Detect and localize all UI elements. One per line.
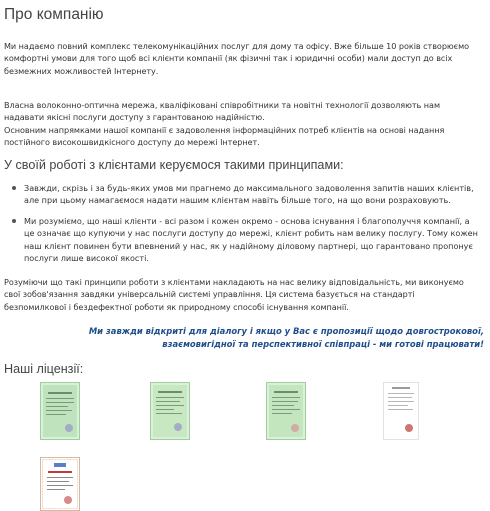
certificate-icon (150, 382, 190, 440)
certificate-icon (40, 382, 80, 440)
principles-list (4, 182, 484, 272)
license-thumbnail[interactable] (40, 457, 80, 511)
principles-heading: У своїй роботі з клієнтами керуємося такими принципами: (4, 158, 344, 172)
commitment-paragraph: Розуміючи що такі принципи роботи з клієнтами накладають на нас велику відповідальність, ми виконуємо свої зобов'язання завдяки універсальній системі управління. Ця система базується на стандарті безпомилкової і бездефектної роботи як природному способі існування компанії. (4, 277, 464, 312)
license-thumbnail[interactable] (383, 382, 419, 440)
certificate-icon (40, 457, 80, 511)
principle-text: Ми розуміємо, що наші клієнти - всі разом і кожен окремо - основа існування і благополуччя компанії, а це означає що купуючи у нас послуги доступу до мережі, клієнт робить нам велику послугу. Тому кожен наш клієнт повинен бути впевнений у нас, як у надійному діловому партнері, що гарантовано пропонує послуги лише високої якості. (24, 215, 478, 264)
page-title: Про компанію (4, 6, 104, 23)
certificate-icon (266, 382, 306, 440)
principle-text: Завжди, скрізь і за будь-яких умов ми прагнемо до максимального задоволення запитів наших клієнтів, але при цьому намагаємося надати нашим клієнтам навіть більше того, на що вони розраховують. (24, 183, 474, 206)
license-thumbnail[interactable] (266, 382, 306, 440)
licenses-heading: Наші ліцензії: (4, 362, 84, 376)
list-item (4, 215, 484, 265)
intro-paragraph: Ми надаємо повний комплекс телекомунікаційних послуг для дому та офісу. Вже більше 10 років створюємо комфортні умови для того щоб всі клієнти компанії (як фізичні так і юридичні особи) мали доступ до всіх безмежних можливостей Інтернету. (4, 41, 470, 76)
license-thumbnail[interactable] (40, 382, 80, 440)
network-paragraph: Власна волоконно-оптична мережа, кваліфіковані співробітники та новітні технології дозволяють нам надавати якісні послуги доступу з гарантованою надійністю. Основним напрямками нашої компанії є задоволення інформаційних потреб клієнтів на основі надання постійного високошвидкісного доступу до мережі Інтернет. (4, 100, 445, 148)
list-item (4, 182, 484, 207)
slogan: Ми завжди відкриті для діалогу і якщо у Вас є пропозиції щодо довгострокової, взаємовигідної та перспективної співпраці - ми готові працювати! (88, 326, 484, 349)
bullet-icon (12, 186, 16, 190)
license-thumbnail[interactable] (150, 382, 190, 440)
bullet-icon (12, 219, 16, 223)
document-icon (383, 382, 419, 440)
